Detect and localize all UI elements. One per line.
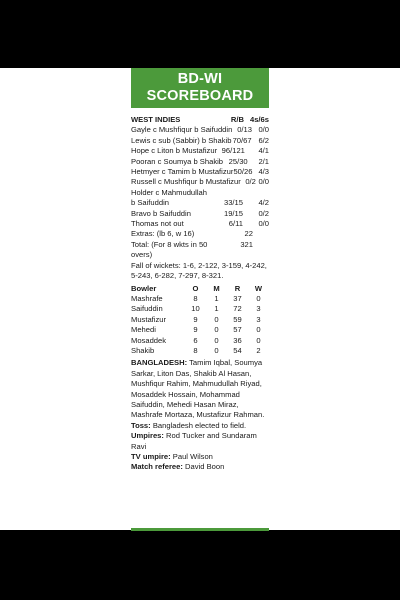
- overs: 9: [193, 314, 198, 324]
- runs-col-header: R: [234, 283, 241, 293]
- toss-value: Bangladesh elected to field.: [152, 420, 247, 430]
- banner-title: BD-WI: [177, 71, 223, 87]
- overs: 9: [193, 325, 198, 335]
- batting-row: [131, 219, 269, 229]
- batsman-name: Hetmyer c Tamim b Mustafizur: [131, 167, 234, 177]
- fours-sixes: 6/2: [258, 135, 269, 145]
- maidens-col-header: M: [213, 283, 220, 293]
- fs-header: 4s/6s: [249, 115, 269, 124]
- wickets: 0: [256, 335, 261, 345]
- fours-sixes: 2/1: [258, 156, 269, 166]
- fours-sixes: 0/2: [258, 208, 269, 218]
- extras-value: 22: [244, 229, 253, 239]
- tv-umpire-label: TV umpire:: [131, 452, 171, 461]
- referee-value: David Boon: [185, 462, 225, 472]
- squad-label: BANGLADESH:: [131, 358, 188, 368]
- runs-balls: 50/26: [233, 167, 253, 177]
- umpires-value: Rod Tucker and Sundaram Ravi: [131, 431, 257, 451]
- batting-row: [131, 167, 269, 177]
- total-label: Total: (For 8 wkts in 50 overs): [131, 239, 208, 260]
- runs-balls: 70/67: [232, 135, 252, 145]
- tv-umpire-value: Paul Wilson: [172, 452, 213, 461]
- fours-sixes: 0/0: [258, 219, 269, 229]
- extras-label: Extras: (lb 6, w 16): [131, 229, 195, 239]
- batting-rows: [131, 125, 269, 229]
- bottom-green-bar: [131, 528, 269, 531]
- wickets: 3: [256, 314, 261, 324]
- runs: 36: [233, 335, 242, 345]
- runs-balls: 33/15: [223, 198, 243, 208]
- wickets: 3: [256, 304, 261, 314]
- wickets-col-header: W: [254, 283, 263, 293]
- batsman-name: Holder c Mahmudullah: [131, 187, 207, 197]
- runs: 59: [233, 314, 242, 324]
- fours-sixes: 0/0: [258, 177, 269, 187]
- runs-balls: 6/11: [228, 219, 243, 229]
- bowler-name: Mustafizur: [131, 314, 167, 324]
- maidens: 0: [214, 325, 219, 335]
- bowler-name: Mashrafe: [131, 293, 163, 303]
- squad-list: Tamim Iqbal, Soumya Sarkar, Liton Das, Shakib Al Hasan, Mushfiqur Rahim, Mahmudullah Riyad, Mosaddek Hossain, Mohammad Saifuddin, Mehedi Hasan Miraz, Mashrafe Mortaza, Mustafizur Rahman.: [131, 358, 265, 420]
- referee-line: [131, 462, 269, 472]
- batting-row: [131, 136, 269, 146]
- wickets: 2: [256, 345, 261, 355]
- banner-subtitle: SCOREBOARD: [146, 88, 254, 104]
- batting-row: [131, 198, 269, 208]
- bowling-row: [131, 346, 269, 356]
- bowling-row: [131, 315, 269, 325]
- bowler-name: Shakib: [131, 345, 155, 355]
- runs-balls: 25/30: [228, 156, 248, 166]
- fours-sixes: 0/0: [258, 125, 269, 135]
- wickets: 0: [256, 293, 261, 303]
- extras-row: [131, 229, 269, 239]
- batsman-name: Pooran c Soumya b Shakib: [131, 156, 224, 166]
- total-row: [131, 240, 269, 261]
- batsman-name: Hope c Liton b Mustafizur: [131, 146, 218, 156]
- fours-sixes: 4/2: [258, 198, 269, 208]
- bowler-name: Mosaddek: [131, 335, 167, 345]
- bowler-name: Saifuddin: [131, 304, 163, 314]
- runs: 37: [233, 293, 242, 303]
- batting-team: WEST INDIES: [131, 115, 181, 124]
- batting-row: [131, 125, 269, 135]
- runs-balls: 0/2: [245, 177, 256, 187]
- total-value: 321: [240, 239, 253, 249]
- batsman-name: Bravo b Saifuddin: [131, 208, 191, 218]
- runs-balls: 19/15: [223, 208, 243, 218]
- toss-line: [131, 421, 269, 431]
- batsman-name: Russell c Mushfiqur b Mustafizur: [131, 177, 241, 187]
- runs-balls: 0/13: [237, 125, 252, 135]
- toss-label: Toss:: [131, 420, 151, 430]
- runs: 54: [233, 345, 242, 355]
- bowling-row: [131, 325, 269, 335]
- overs-col-header: O: [192, 283, 199, 293]
- fours-sixes: 4/3: [258, 167, 269, 177]
- batting-row: [131, 188, 269, 198]
- batting-row: [131, 146, 269, 156]
- maidens: 0: [214, 345, 219, 355]
- maidens: 1: [214, 293, 219, 303]
- batsman-name: b Saifuddin: [131, 198, 169, 208]
- runs: 72: [233, 304, 242, 314]
- rb-header: R/B: [230, 115, 244, 124]
- batsman-name: Gayle c Mushfiqur b Saifuddin: [131, 125, 233, 135]
- tv-umpire-line: [131, 452, 269, 462]
- bowling-row: [131, 336, 269, 346]
- bowler-col-header: Bowler: [131, 283, 157, 293]
- runs-balls: [213, 188, 243, 198]
- umpires-label: Umpires:: [131, 431, 164, 441]
- overs: 8: [193, 293, 198, 303]
- maidens: 0: [214, 335, 219, 345]
- batting-header: [131, 115, 269, 125]
- bowler-name: Mehedi: [131, 325, 156, 335]
- batting-row: [131, 209, 269, 219]
- bowling-row: [131, 304, 269, 314]
- runs: 57: [233, 325, 242, 335]
- overs: 10: [191, 304, 200, 314]
- batsman-name: Lewis c sub (Sabbir) b Shakib: [131, 135, 232, 145]
- wickets: 0: [256, 325, 261, 335]
- batting-row: [131, 157, 269, 167]
- batting-row: [131, 177, 269, 187]
- bowling-row: [131, 294, 269, 304]
- squad-text: [131, 358, 269, 420]
- overs: 6: [193, 335, 198, 345]
- scoreboard-banner: [131, 68, 269, 108]
- runs-balls: 96/121: [221, 146, 245, 156]
- batsman-name: Thomas not out: [131, 219, 184, 229]
- scoreboard-column: [131, 68, 269, 473]
- fours-sixes: [243, 188, 269, 198]
- bowling-rows: [131, 294, 269, 356]
- fours-sixes: 4/1: [258, 146, 269, 156]
- maidens: 1: [214, 304, 219, 314]
- newspaper-page: [0, 68, 400, 530]
- bowling-header: [131, 284, 269, 294]
- umpires-line: [131, 431, 269, 452]
- maidens: 0: [214, 314, 219, 324]
- overs: 8: [193, 345, 198, 355]
- referee-label: Match referee:: [131, 462, 183, 472]
- fall-of-wickets: Fall of wickets: 1-6, 2-122, 3-159, 4-242, 5-243, 6-282, 7-297, 8-321.: [131, 260, 267, 281]
